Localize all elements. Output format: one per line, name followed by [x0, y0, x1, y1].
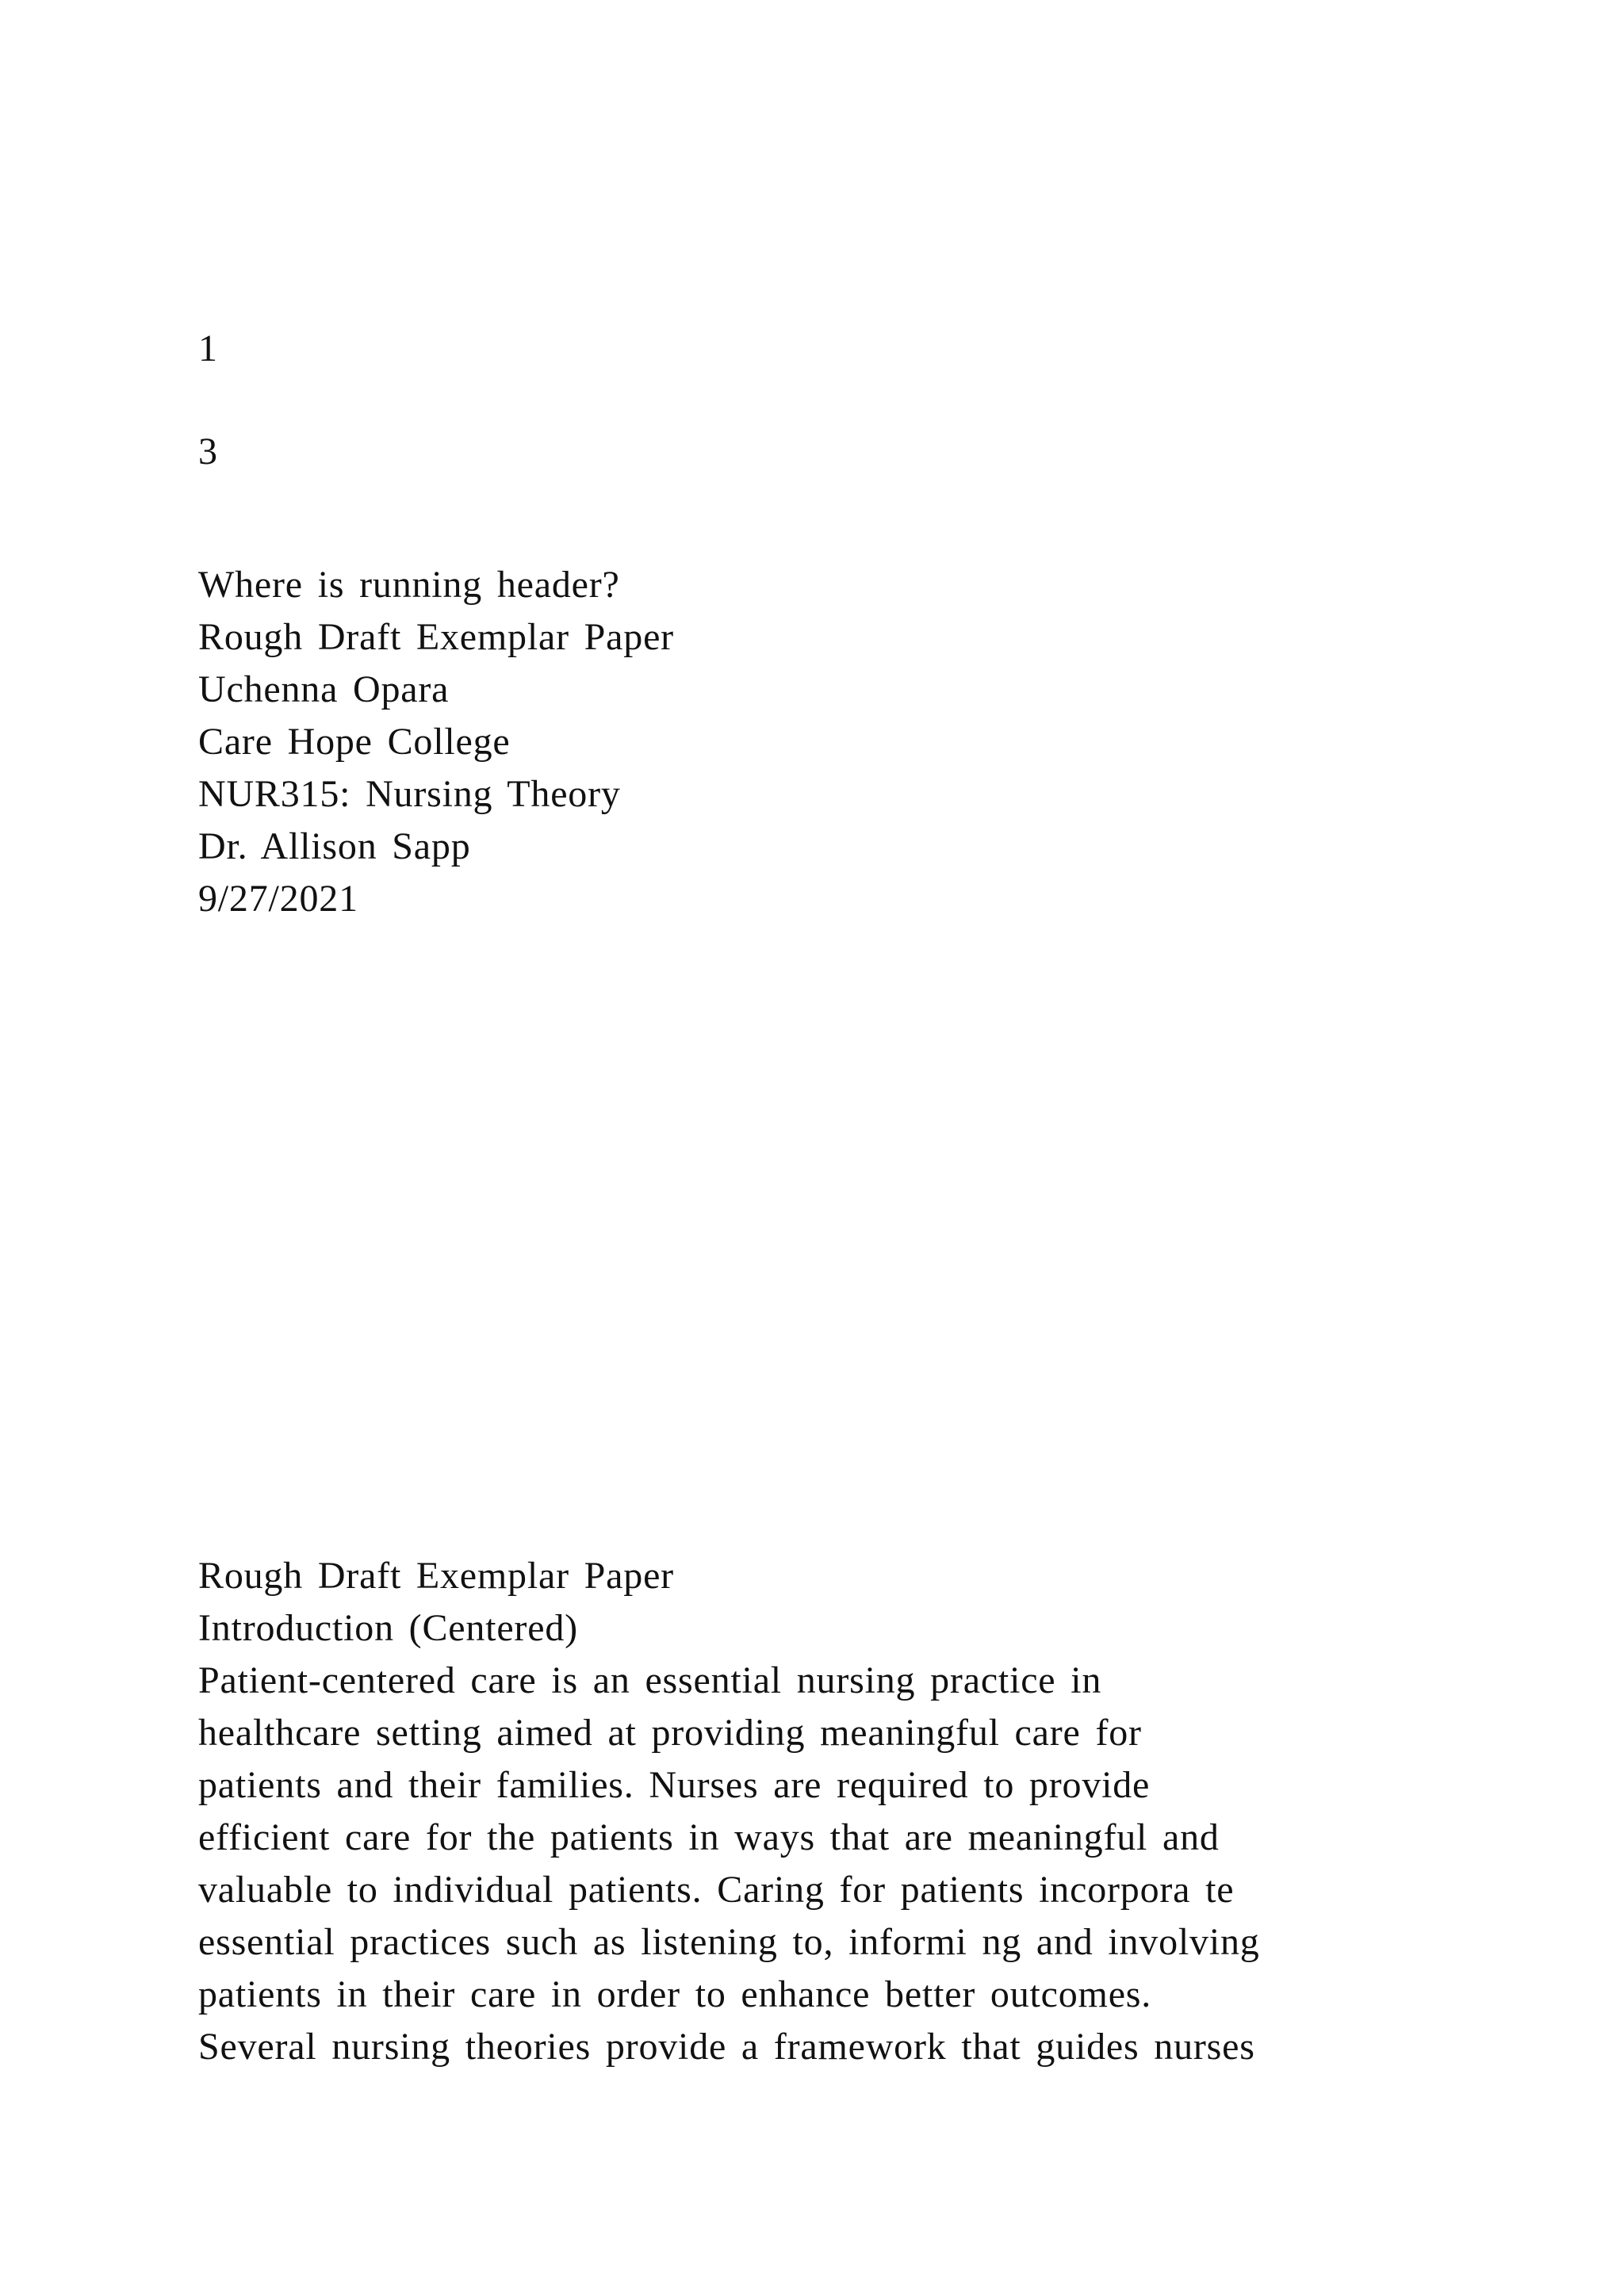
instructor-name: Dr. Allison Sapp	[198, 825, 471, 867]
page-number-first: 1	[198, 327, 218, 369]
body-line: healthcare setting aimed at providing meaningful care for	[198, 1712, 1142, 1754]
author-name: Uchenna Opara	[198, 668, 450, 710]
body-line: Several nursing theories provide a framework that guides nurses	[198, 2026, 1255, 2068]
body-line: patients in their care in order to enhance better outcomes.	[198, 1973, 1152, 2015]
body-block	[198, 1550, 1260, 2073]
section-heading: Introduction (Centered)	[198, 1607, 578, 1649]
body-line: valuable to individual patients. Caring for patients incorpora te	[198, 1869, 1235, 1911]
institution-name: Care Hope College	[198, 721, 511, 763]
body-line: Patient-centered care is an essential nursing practice in	[198, 1659, 1102, 1701]
page-number-stack	[198, 297, 218, 503]
body-line: essential practices such as listening to, informi ng and involving	[198, 1921, 1260, 1963]
body-line: patients and their families. Nurses are required to provide	[198, 1764, 1151, 1806]
paper-date: 9/27/2021	[198, 878, 358, 920]
title-page-block	[198, 559, 674, 925]
course-name: NUR315: Nursing Theory	[198, 773, 621, 815]
body-title: Rough Draft Exemplar Paper	[198, 1555, 674, 1597]
page-number-second: 3	[198, 430, 218, 473]
reviewer-note: Where is running header?	[198, 564, 620, 606]
body-line: efficient care for the patients in ways that are meaningful and	[198, 1816, 1220, 1858]
paper-title: Rough Draft Exemplar Paper	[198, 616, 674, 658]
